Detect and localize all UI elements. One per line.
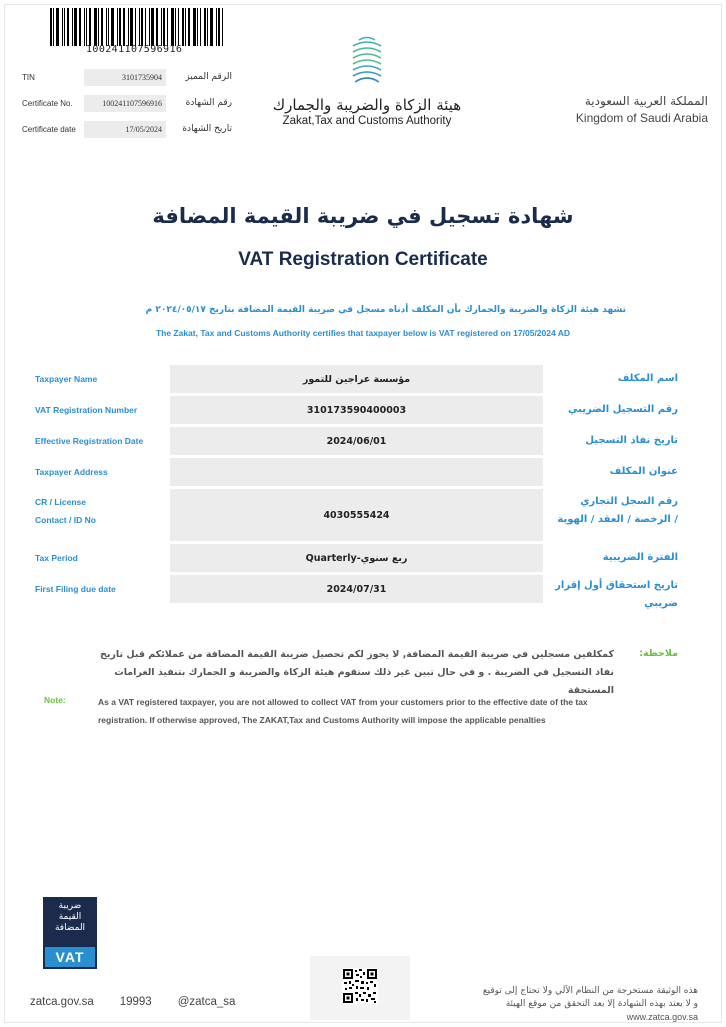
note-text-en: As a VAT registered taxpayer, you are not allowed to collect VAT from your customers prior to the effective date of the tax registration. If otherwise approved, The ZAKAT,Tax and Customs Authority will impose the applicable penalties xyxy=(98,697,588,725)
barcode-bar xyxy=(128,8,129,46)
note-label-en: Note: xyxy=(44,695,66,705)
field-value: Quarterly-ربع سنوي xyxy=(170,544,543,572)
barcode-bar xyxy=(53,8,54,46)
authority-name-ar: هيئة الزكاة والضريبة والجمارك xyxy=(272,96,462,114)
barcode-bar xyxy=(163,8,165,46)
disclaimer-line: و لا يعتد بهذه الشهادة إلا بعد التحقق من موقع الهيئة xyxy=(505,999,698,1009)
kingdom-name-en: Kingdom of Saudi Arabia xyxy=(575,111,708,125)
field-label-ar: الفترة الضريبية xyxy=(602,552,678,563)
certificate-meta xyxy=(22,67,234,145)
barcode-bar xyxy=(207,8,208,46)
barcode-bar xyxy=(94,8,97,46)
barcode-bar xyxy=(101,8,103,46)
field-value: 2024/07/31 xyxy=(170,575,543,603)
barcode-bar xyxy=(50,8,52,46)
note-text-ar: كمكلفين مسجلين في ضريبة القيمة المضافة, لا يجوز لكم تحصيل ضريبة القيمة المضافة من عملائكم قبل تاريخ نفاذ التسجيل في الضريبة . و في حال تبين غير ذلك ستقوم هيئة الزكاة والضريبة و الجمارك بتنفيذ الغرامات المستحقة xyxy=(100,649,614,696)
field-value xyxy=(170,458,543,486)
barcode-bar xyxy=(56,8,59,46)
field-cr-license xyxy=(0,489,726,541)
vat-logo xyxy=(43,897,97,969)
barcode-bar xyxy=(161,8,162,46)
field-label-en: Taxpayer Name xyxy=(35,374,98,384)
footer-handle-link[interactable]: @zatca_sa xyxy=(177,996,236,1008)
barcode-bar xyxy=(106,8,107,46)
field-value: 4030555424 xyxy=(170,489,543,541)
barcode-bar xyxy=(222,8,223,46)
barcode-bar xyxy=(79,8,81,46)
barcode-bar xyxy=(151,8,154,46)
barcode-bar xyxy=(72,8,73,46)
barcode-bar xyxy=(204,8,206,46)
note-label-ar: ملاحظة: xyxy=(639,648,678,659)
barcode-bar xyxy=(193,8,196,46)
meta-label-en: Certificate No. xyxy=(22,98,73,108)
zatca-emblem-icon xyxy=(349,32,385,88)
field-label-ar: تاريخ نفاذ التسجيل xyxy=(585,435,678,446)
kingdom-name xyxy=(576,94,708,125)
vat-logo-word: VAT xyxy=(45,947,95,967)
meta-row-certificate-no xyxy=(22,93,234,113)
footer-contacts xyxy=(30,996,235,1008)
footer-website-link[interactable]: zatca.gov.sa xyxy=(30,996,94,1008)
barcode-bar xyxy=(210,8,213,46)
field-label-en-line2: Contact / ID No xyxy=(35,515,96,525)
barcode-bar xyxy=(62,8,63,46)
vat-logo-line: ضريبة xyxy=(58,901,82,911)
field-taxpayer-address xyxy=(0,458,726,486)
vat-logo-line: القيمة xyxy=(58,912,82,922)
barcode-bar xyxy=(123,8,125,46)
field-taxpayer-name xyxy=(0,365,726,393)
barcode-bar xyxy=(178,8,179,46)
barcode-bar xyxy=(171,8,174,46)
field-label-ar: تاريخ استحقاق أول إقرار xyxy=(555,580,678,591)
field-label-en: Effective Registration Date xyxy=(35,436,144,446)
barcode-bar xyxy=(185,8,186,46)
barcode-bar xyxy=(130,8,133,46)
barcode-bar xyxy=(167,8,168,46)
meta-row-tin xyxy=(22,67,234,87)
barcode-bar xyxy=(145,8,146,46)
vat-logo-line: المضافة xyxy=(54,923,86,933)
field-label-ar: عنوان المكلف xyxy=(609,466,678,477)
barcode-number: 100241107596916 xyxy=(50,44,190,55)
field-first-filing-date xyxy=(0,575,726,609)
meta-value-certificate-no: 100241107596916 xyxy=(84,95,166,112)
qr-code-panel xyxy=(310,956,410,1020)
meta-row-certificate-date xyxy=(22,119,234,139)
barcode-bar xyxy=(135,8,136,46)
barcode-bar xyxy=(119,8,121,46)
meta-label-ar: تاريخ الشهادة xyxy=(182,124,232,134)
field-label-en: Tax Period xyxy=(35,553,78,563)
barcode-bar xyxy=(98,8,99,46)
field-effective-date xyxy=(0,427,726,455)
field-label-en: CR / License xyxy=(35,497,87,507)
footer-phone: 19993 xyxy=(119,996,152,1008)
barcode-bar xyxy=(149,8,150,46)
barcode xyxy=(50,8,230,58)
certificate-title-ar: شهادة تسجيل في ضريبة القيمة المضافة xyxy=(152,204,574,228)
barcode-bar xyxy=(175,8,176,46)
barcode-bar xyxy=(67,8,69,46)
field-label-ar: رقم التسجيل الضريبي xyxy=(568,404,678,415)
barcode-bar xyxy=(156,8,158,46)
certify-statement-en: The Zakat, Tax and Customs Authority certifies that taxpayer below is VAT registered on 17/05/2024 AD xyxy=(155,328,571,338)
meta-label-en: Certificate date xyxy=(22,124,76,134)
barcode-bar xyxy=(64,8,65,46)
barcode-bar xyxy=(89,8,91,46)
field-vat-number xyxy=(0,396,726,424)
field-tax-period xyxy=(0,544,726,572)
barcode-bar xyxy=(84,8,85,46)
footer-disclaimer xyxy=(398,985,698,1024)
field-label-en: First Filing due date xyxy=(35,584,116,594)
barcode-bar xyxy=(200,8,201,46)
meta-value-certificate-date: 17/05/2024 xyxy=(84,121,166,138)
meta-value-tin: 3101735904 xyxy=(84,69,166,86)
meta-label-ar: الرقم المميز xyxy=(185,72,232,82)
barcode-bar xyxy=(108,8,109,46)
certificate-title-en: VAT Registration Certificate xyxy=(238,249,488,270)
field-label-en: VAT Registration Number xyxy=(35,405,138,415)
field-label-en: Taxpayer Address xyxy=(35,467,108,477)
field-value: مؤسسة عراجين للتمور xyxy=(170,365,543,393)
field-value: 2024/06/01 xyxy=(170,427,543,455)
barcode-bar xyxy=(74,8,77,46)
field-value: 310173590400003 xyxy=(170,396,543,424)
qr-code-icon xyxy=(342,968,378,1004)
disclaimer-site-link[interactable]: www.zatca.gov.sa xyxy=(626,1012,698,1022)
barcode-bar xyxy=(188,8,190,46)
barcode-bar xyxy=(111,8,114,46)
barcode-bar xyxy=(139,8,140,46)
barcode-bars xyxy=(50,8,230,46)
barcode-bar xyxy=(141,8,143,46)
kingdom-name-ar: المملكة العربية السعودية xyxy=(584,94,708,108)
certify-statement-ar: تشهد هيئة الزكاة والضريبة والجمارك بأن المكلف أدناه مسجل في ضريبة القيمة المضافة بتاريخ ٢٠٢٤/٠٥/١٧ م xyxy=(145,305,626,315)
field-label-ar-line2: / الرخصة / العقد / الهوية xyxy=(557,514,678,525)
field-label-ar-line2: ضريبي xyxy=(644,598,678,609)
disclaimer-line: هذه الوثيقة مستخرجة من النظام الآلي ولا تحتاج إلى توقيع xyxy=(482,986,698,996)
barcode-bar xyxy=(182,8,184,46)
authority-name-en: Zakat,Tax and Customs Authority xyxy=(282,115,452,127)
barcode-bar xyxy=(117,8,118,46)
meta-label-en: TIN xyxy=(22,72,35,82)
barcode-bar xyxy=(216,8,217,46)
meta-label-ar: رقم الشهادة xyxy=(185,98,232,108)
barcode-bar xyxy=(197,8,198,46)
barcode-bar xyxy=(218,8,220,46)
authority-logo xyxy=(262,32,472,127)
field-label-ar: اسم المكلف xyxy=(617,373,678,384)
field-label-ar: رقم السجل التجاري xyxy=(580,496,678,507)
barcode-bar xyxy=(86,8,87,46)
